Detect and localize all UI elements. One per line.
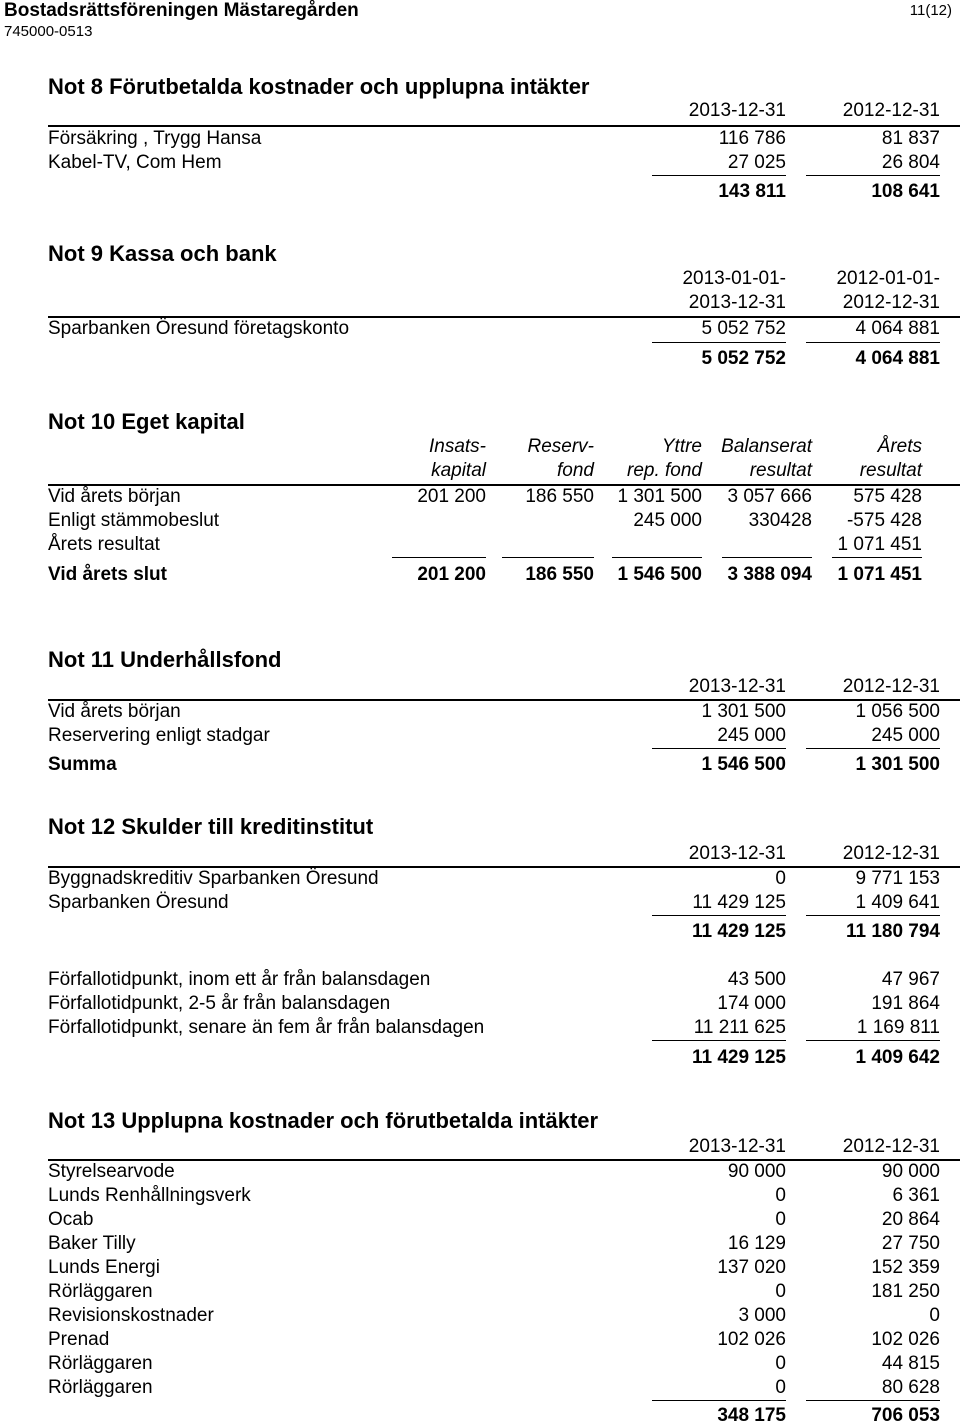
note-10-col-header: Insats- [428, 436, 486, 457]
note-10-cell: -575 428 [846, 510, 922, 531]
note-9-row-value-2012: 4 064 881 [855, 318, 940, 339]
note-8-row-label: Försäkring , Trygg Hansa [48, 128, 262, 149]
note-12-maturity-2013: 43 500 [727, 969, 786, 990]
note-8-row-value-2012: 81 837 [881, 128, 940, 149]
note-10-total-cell: 1 546 500 [617, 564, 702, 585]
note-12-maturity-label: Förfallotidpunkt, 2-5 år från balansdagen [48, 993, 391, 1014]
note-12-maturity-2012: 1 169 811 [856, 1017, 940, 1038]
note-10-total-cell: 3 388 094 [727, 564, 812, 585]
note-12-maturity-2013: 174 000 [717, 993, 786, 1014]
note-12-row-value-2013: 11 429 125 [692, 892, 786, 913]
note-13-sum-rule [806, 1400, 940, 1401]
organization-number: 745000-0513 [4, 23, 93, 40]
note-11-total-2012: 1 301 500 [855, 754, 940, 775]
note-13-row-value-2013: 0 [775, 1353, 786, 1374]
note-10-header-rule [48, 484, 960, 486]
note-8-col1-header: 2013-12-31 [688, 100, 786, 121]
note-11-total-2013: 1 546 500 [701, 754, 786, 775]
note-10-total-label: Vid årets slut [48, 564, 167, 585]
note-13-row-label: Rörläggaren [48, 1353, 153, 1374]
note-13-total-2013: 348 175 [717, 1405, 786, 1426]
note-13-row-value-2012: 102 026 [871, 1329, 940, 1350]
note-10-cell: 245 000 [633, 510, 702, 531]
organization-name: Bostadsrättsföreningen Mästaregården [4, 0, 359, 21]
note-9-total-2013: 5 052 752 [701, 348, 786, 369]
note-10-total-cell: 1 071 451 [837, 564, 922, 585]
note-9-col2-header: 2012-01-01- [836, 268, 940, 289]
note-10-total-cell: 201 200 [417, 564, 486, 585]
note-13-row-label: Lunds Renhållningsverk [48, 1185, 251, 1206]
note-10-sum-rule [612, 557, 702, 558]
note-12-row-label: Sparbanken Öresund [48, 892, 229, 913]
note-10-cell: 1 071 451 [837, 534, 922, 555]
note-13-sum-rule [652, 1400, 786, 1401]
note-9-col1-header: 2013-12-31 [688, 292, 786, 313]
note-13-row-value-2013: 3 000 [738, 1305, 786, 1326]
note-11-sum-rule [806, 748, 940, 749]
note-13-row-value-2012: 6 361 [892, 1185, 940, 1206]
note-10-col-header: kapital [431, 460, 486, 481]
note-13-row-value-2013: 102 026 [717, 1329, 786, 1350]
note-11-sum-rule [652, 748, 786, 749]
note-10-row-label: Vid årets början [48, 486, 181, 507]
note-10-row-label: Enligt stämmobeslut [48, 510, 220, 531]
note-12-total-2013: 11 429 125 [691, 921, 786, 942]
note-10-col-header: rep. fond [627, 460, 702, 481]
note-11-row-label: Vid årets början [48, 701, 181, 722]
note-10-row-label: Årets resultat [48, 534, 160, 555]
note-10-cell: 3 057 666 [727, 486, 812, 507]
note-8-heading: Not 8 Förutbetalda kostnader och upplupna intäkter [48, 74, 590, 99]
note-12-row-value-2012: 9 771 153 [855, 868, 940, 889]
note-10-col-header: resultat [749, 460, 812, 481]
note-10-col-header: Yttre [661, 436, 702, 457]
note-11-row-label: Reservering enligt stadgar [48, 725, 270, 746]
note-12-row-label: Byggnadskreditiv Sparbanken Öresund [48, 868, 379, 889]
note-13-row-value-2012: 44 815 [881, 1353, 940, 1374]
note-12-maturity-2012: 47 967 [881, 969, 940, 990]
note-9-total-2012: 4 064 881 [855, 348, 940, 369]
note-13-header-rule [48, 1159, 960, 1161]
note-13-row-value-2013: 137 020 [717, 1257, 786, 1278]
note-8-row-value-2012: 26 804 [881, 152, 940, 173]
note-10-col-header: Reserv- [527, 436, 594, 457]
note-12-maturity-2013: 11 211 625 [693, 1017, 786, 1038]
note-13-row-label: Revisionskostnader [48, 1305, 214, 1326]
note-10-cell: 330428 [748, 510, 812, 531]
note-10-cell: 201 200 [417, 486, 486, 507]
note-13-row-value-2012: 0 [929, 1305, 940, 1326]
note-12-maturity-2012: 191 864 [871, 993, 940, 1014]
note-13-row-label: Ocab [48, 1209, 94, 1230]
note-10-sum-rule [722, 557, 812, 558]
note-12-total-2012: 11 180 794 [845, 921, 940, 942]
note-12-row-value-2013: 0 [775, 868, 786, 889]
note-13-row-value-2012: 181 250 [871, 1281, 940, 1302]
note-10-cell: 1 301 500 [617, 486, 702, 507]
note-13-row-value-2013: 0 [775, 1185, 786, 1206]
note-9-row-value-2013: 5 052 752 [701, 318, 786, 339]
note-12-maturity-total-2012: 1 409 642 [855, 1047, 940, 1068]
note-12-heading: Not 12 Skulder till kreditinstitut [48, 814, 374, 839]
note-13-row-label: Rörläggaren [48, 1281, 153, 1302]
note-8-header-rule [48, 125, 960, 127]
note-8-row-value-2013: 116 786 [718, 128, 786, 149]
note-12-sum-rule [652, 1040, 786, 1041]
note-9-col1-header: 2013-01-01- [682, 268, 786, 289]
note-10-col-header: resultat [859, 460, 922, 481]
note-13-row-label: Baker Tilly [48, 1233, 136, 1254]
note-10-sum-rule [832, 557, 922, 558]
note-9-row-label: Sparbanken Öresund företagskonto [48, 318, 350, 339]
note-8-total-2013: 143 811 [718, 181, 786, 202]
note-13-row-value-2013: 0 [775, 1377, 786, 1398]
note-10-cell: 186 550 [525, 486, 594, 507]
note-10-total-cell: 186 550 [525, 564, 594, 585]
note-9-sum-rule [806, 342, 940, 343]
note-13-row-label: Rörläggaren [48, 1377, 153, 1398]
note-10-cell: 575 428 [853, 486, 922, 507]
note-11-total-label: Summa [48, 754, 117, 775]
page-number: 11(12) [909, 2, 952, 19]
note-13-row-value-2013: 16 129 [727, 1233, 786, 1254]
note-13-col2-header: 2012-12-31 [842, 1136, 940, 1157]
note-13-row-value-2012: 152 359 [871, 1257, 940, 1278]
note-13-total-2012: 706 053 [871, 1405, 940, 1426]
note-8-sum-rule [652, 175, 786, 176]
note-11-row-value-2013: 1 301 500 [701, 701, 786, 722]
note-13-row-value-2012: 90 000 [881, 1161, 940, 1182]
note-8-row-label: Kabel-TV, Com Hem [48, 152, 222, 173]
note-13-col1-header: 2013-12-31 [688, 1136, 786, 1157]
note-12-sum-rule [806, 915, 940, 916]
note-11-header-rule [48, 699, 960, 701]
note-13-row-value-2012: 27 750 [881, 1233, 940, 1254]
note-12-col1-header: 2013-12-31 [688, 843, 786, 864]
note-11-col2-header: 2012-12-31 [842, 676, 940, 697]
note-12-col2-header: 2012-12-31 [842, 843, 940, 864]
note-13-row-label: Styrelsearvode [48, 1161, 175, 1182]
note-11-row-value-2013: 245 000 [717, 725, 786, 746]
note-8-row-value-2013: 27 025 [727, 152, 786, 173]
note-10-col-header: fond [557, 460, 594, 481]
note-10-col-header: Årets [877, 436, 922, 457]
note-11-col1-header: 2013-12-31 [688, 676, 786, 697]
note-13-row-value-2013: 0 [775, 1281, 786, 1302]
note-13-row-value-2013: 0 [775, 1209, 786, 1230]
note-9-col2-header: 2012-12-31 [842, 292, 940, 313]
note-13-heading: Not 13 Upplupna kostnader och förutbetalda intäkter [48, 1108, 599, 1133]
note-10-sum-rule [502, 557, 594, 558]
note-12-maturity-total-2013: 11 429 125 [691, 1047, 786, 1068]
note-10-col-header: Balanserat [721, 436, 812, 457]
note-12-maturity-label: Förfallotidpunkt, inom ett år från balansdagen [48, 969, 431, 990]
note-10-sum-rule [392, 557, 486, 558]
note-8-sum-rule [806, 175, 940, 176]
note-12-sum-rule [652, 915, 786, 916]
note-13-row-label: Prenad [48, 1329, 110, 1350]
note-12-sum-rule [806, 1040, 940, 1041]
note-11-row-value-2012: 245 000 [871, 725, 940, 746]
note-9-heading: Not 9 Kassa och bank [48, 241, 277, 266]
note-11-row-value-2012: 1 056 500 [855, 701, 940, 722]
note-13-row-value-2013: 90 000 [727, 1161, 786, 1182]
note-13-row-value-2012: 20 864 [881, 1209, 940, 1230]
note-8-total-2012: 108 641 [871, 181, 940, 202]
note-13-row-label: Lunds Energi [48, 1257, 160, 1278]
note-9-sum-rule [652, 342, 786, 343]
note-12-row-value-2012: 1 409 641 [855, 892, 940, 913]
note-11-heading: Not 11 Underhållsfond [48, 647, 282, 672]
note-12-maturity-label: Förfallotidpunkt, senare än fem år från balansdagen [48, 1017, 485, 1038]
note-13-row-value-2012: 80 628 [881, 1377, 940, 1398]
note-8-col2-header: 2012-12-31 [842, 100, 940, 121]
note-10-heading: Not 10 Eget kapital [48, 409, 245, 434]
